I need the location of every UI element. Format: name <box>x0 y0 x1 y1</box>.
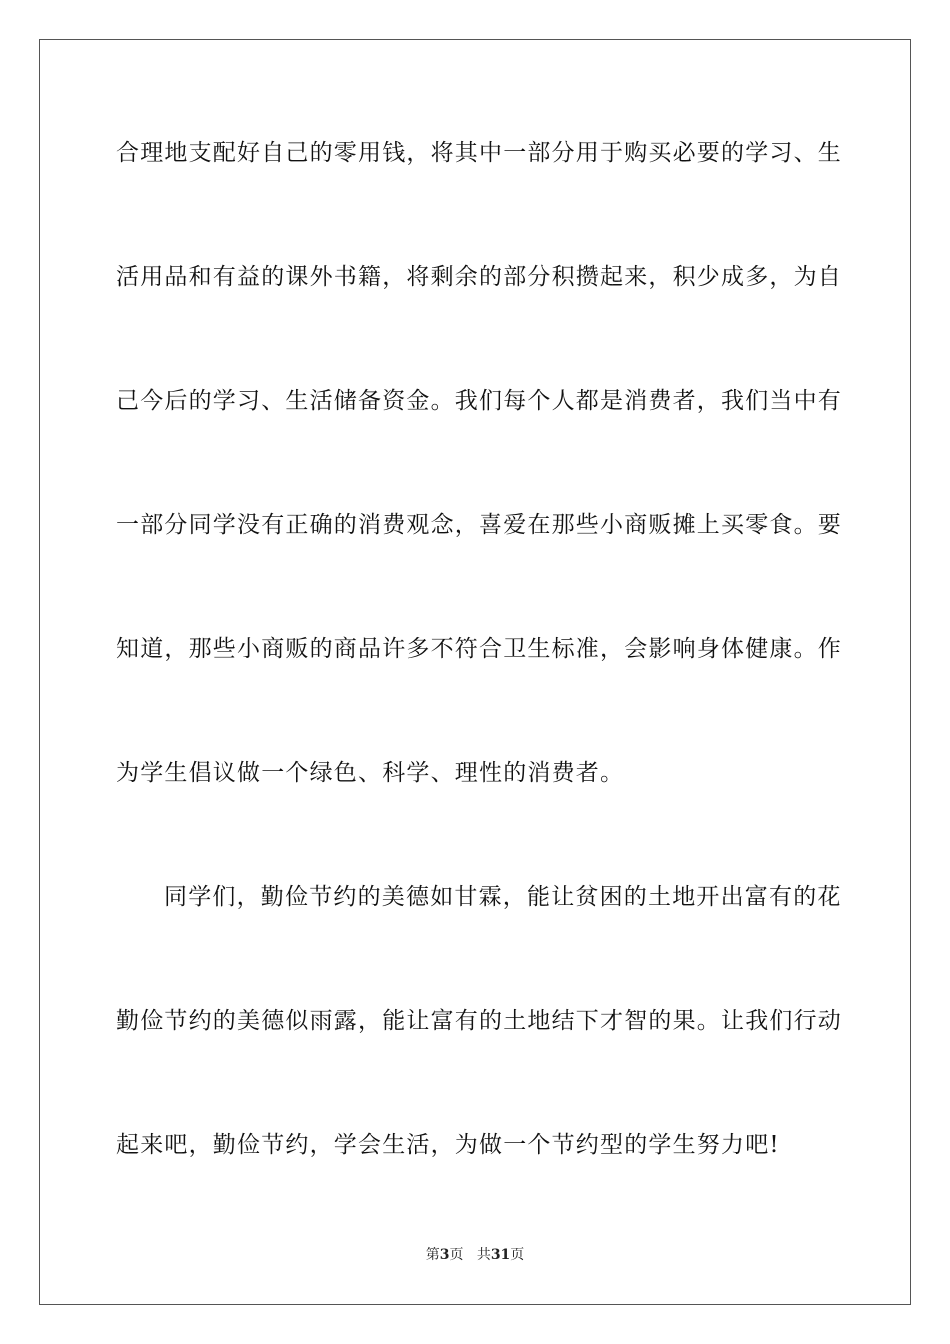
footer-total-suffix: 页 <box>510 1247 525 1263</box>
footer-page-number: 3 <box>439 1247 450 1263</box>
page-border <box>39 39 911 1305</box>
body-line-6: 为学生倡议做一个绿色、科学、理性的消费者。 <box>116 760 625 786</box>
footer-total-pages: 31 <box>490 1247 511 1263</box>
body-line-1: 合理地支配好自己的零用钱，将其中一部分用于购买必要的学习、生 <box>116 140 842 166</box>
body-line-4: 一部分同学没有正确的消费观念，喜爱在那些小商贩摊上买零食。要 <box>116 512 842 538</box>
body-line-8: 勤俭节约的美德似雨露，能让富有的土地结下才智的果。让我们行动 <box>116 1008 842 1034</box>
footer-total-prefix: 共 <box>476 1247 491 1263</box>
body-line-9: 起来吧，勤俭节约，学会生活，为做一个节约型的学生努力吧! <box>116 1132 780 1158</box>
body-line-3: 己今后的学习、生活储备资金。我们每个人都是消费者，我们当中有 <box>116 388 842 414</box>
footer-page-suffix: 页 <box>449 1247 464 1263</box>
footer-page-prefix: 第 <box>425 1247 440 1263</box>
body-line-5: 知道，那些小商贩的商品许多不符合卫生标准，会影响身体健康。作 <box>116 636 842 662</box>
body-line-2: 活用品和有益的课外书籍，将剩余的部分积攒起来，积少成多，为自 <box>116 264 842 290</box>
body-line-7: 同学们，勤俭节约的美德如甘霖，能让贫困的土地开出富有的花 <box>164 884 842 910</box>
page-footer <box>0 1246 950 1264</box>
